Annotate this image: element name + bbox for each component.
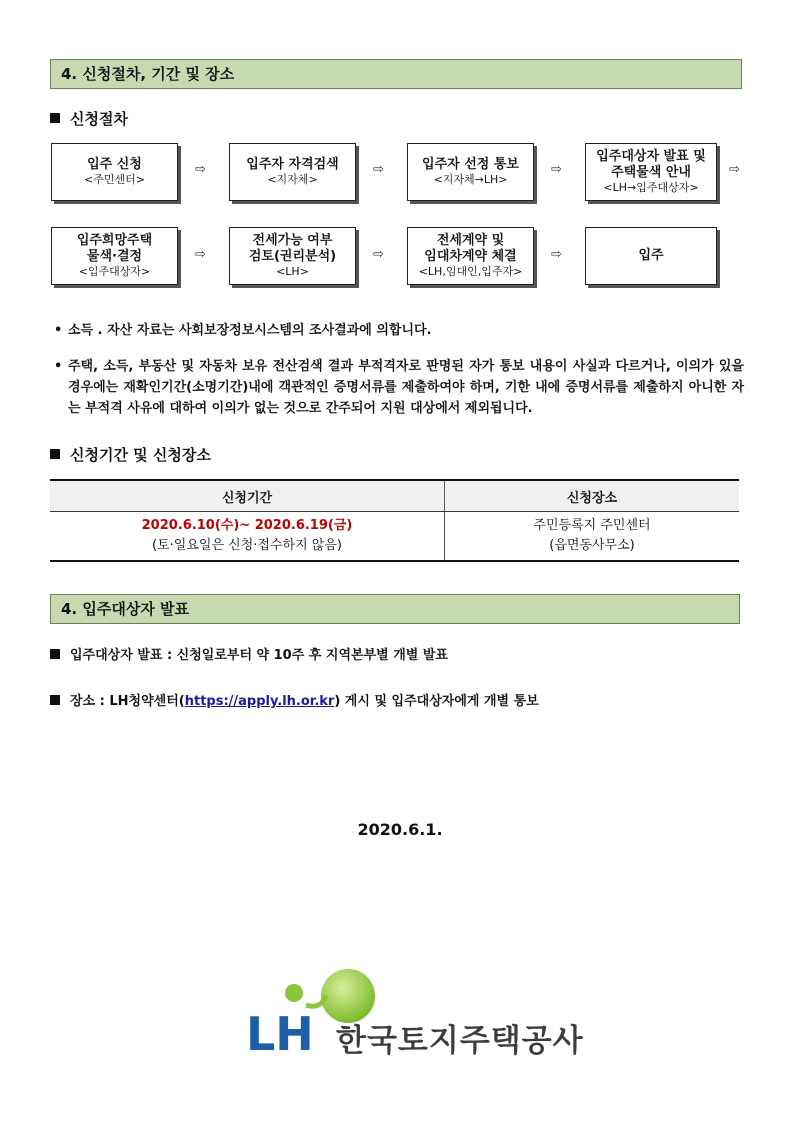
- step-sub: <LH,임대인,입주자>: [418, 265, 523, 279]
- procedure-heading: 신청절차: [50, 108, 128, 129]
- step-sub: <지자체>: [267, 173, 318, 187]
- step-announcement: [585, 143, 717, 201]
- step-move-in: [585, 227, 717, 285]
- schedule-heading: 신청기간 및 신청장소: [50, 444, 211, 465]
- step-main: 입주 신청: [87, 157, 142, 172]
- right-arrow-icon: ⇨: [195, 247, 206, 262]
- bullet-dot-icon: •: [54, 323, 63, 338]
- step-sub: <주민센터>: [84, 173, 145, 187]
- period-cell: [50, 512, 445, 562]
- column-header-period: 신청기간: [50, 480, 445, 512]
- square-bullet-icon: [50, 113, 60, 123]
- square-bullet-icon: [50, 649, 60, 659]
- step-main: 전세계약 및 임대차계약 체결: [424, 232, 517, 265]
- section-header-procedure: 4. 신청절차, 기간 및 장소: [50, 59, 742, 89]
- schedule-table: [50, 479, 739, 562]
- note-item: • 주택, 소득, 부동산 및 자동차 보유 전산검색 결과 부적격자로 판명된 자가 통보 내용이 사실과 다르거나, 이의가 있을 경우에는 재확인기간(소명기간)내에 객관적인 증명서류를 제출하여야 하며, 기한 내에 증명서류를 제출하지 아니한 자는 부적격 사유에 대하여 이의가 없는 것으로 간주되어 지원 대상에서 제외됩니다.: [54, 356, 748, 419]
- right-arrow-icon: ⇨: [551, 247, 562, 262]
- location-line: 장소 : LH청약센터(https://apply.lh.or.kr) 게시 및 입주대상자에게 개별 통보: [50, 690, 539, 709]
- step-sub: <입주대상자>: [78, 265, 151, 279]
- step-main: 입주: [638, 247, 664, 263]
- right-arrow-icon: ⇨: [551, 162, 562, 177]
- bullet-dot-icon: •: [54, 359, 63, 374]
- step-main: 입주희망주택 물색·결정: [76, 232, 153, 265]
- section-header-announcement: 4. 입주대상자 발표: [50, 594, 740, 624]
- step-sub: <LH>: [276, 265, 309, 279]
- step-rights-analysis: [229, 227, 356, 285]
- step-apply: [51, 143, 178, 201]
- step-main: 입주자 선정 통보: [422, 157, 519, 172]
- square-bullet-icon: [50, 695, 60, 705]
- place-cell: [445, 512, 740, 562]
- announce-line: 입주대상자 발표 : 신청일로부터 약 10주 후 지역본부별 개별 발표: [50, 644, 448, 663]
- step-sub: <LH→입주대상자>: [603, 181, 699, 195]
- right-arrow-icon: ⇨: [729, 162, 740, 177]
- period-dates: 2020.6.10(수)~ 2020.6.19(금): [141, 518, 353, 533]
- apply-center-link[interactable]: https://apply.lh.or.kr: [184, 694, 335, 709]
- step-house-search: [51, 227, 178, 285]
- logo-mark: LH: [246, 1007, 314, 1060]
- step-main: 입주자 자격검색: [246, 157, 339, 172]
- step-main: 전세가능 여부 검토(권리분석): [248, 232, 337, 265]
- period-note: (토·일요일은 신청·접수하지 않음): [152, 538, 342, 553]
- step-sub: <지자체→LH>: [433, 173, 508, 187]
- square-bullet-icon: [50, 449, 60, 459]
- right-arrow-icon: ⇨: [195, 162, 206, 177]
- place-main: 주민등록지 주민센터: [533, 518, 651, 533]
- document-date: 2020.6.1.: [357, 820, 443, 839]
- logo-org-name: 한국토지주택공사: [336, 1023, 584, 1059]
- step-main: 입주대상자 발표 및 주택물색 안내: [596, 148, 706, 181]
- place-sub: (읍면동사무소): [549, 538, 635, 553]
- right-arrow-icon: ⇨: [373, 162, 384, 177]
- column-header-place: 신청장소: [445, 480, 740, 512]
- step-selection-notice: [407, 143, 534, 201]
- note-item: • 소득 . 자산 자료는 사회보장정보시스템의 조사결과에 의합니다.: [54, 320, 748, 341]
- step-contract: [407, 227, 534, 285]
- step-eligibility-search: [229, 143, 356, 201]
- right-arrow-icon: ⇨: [373, 247, 384, 262]
